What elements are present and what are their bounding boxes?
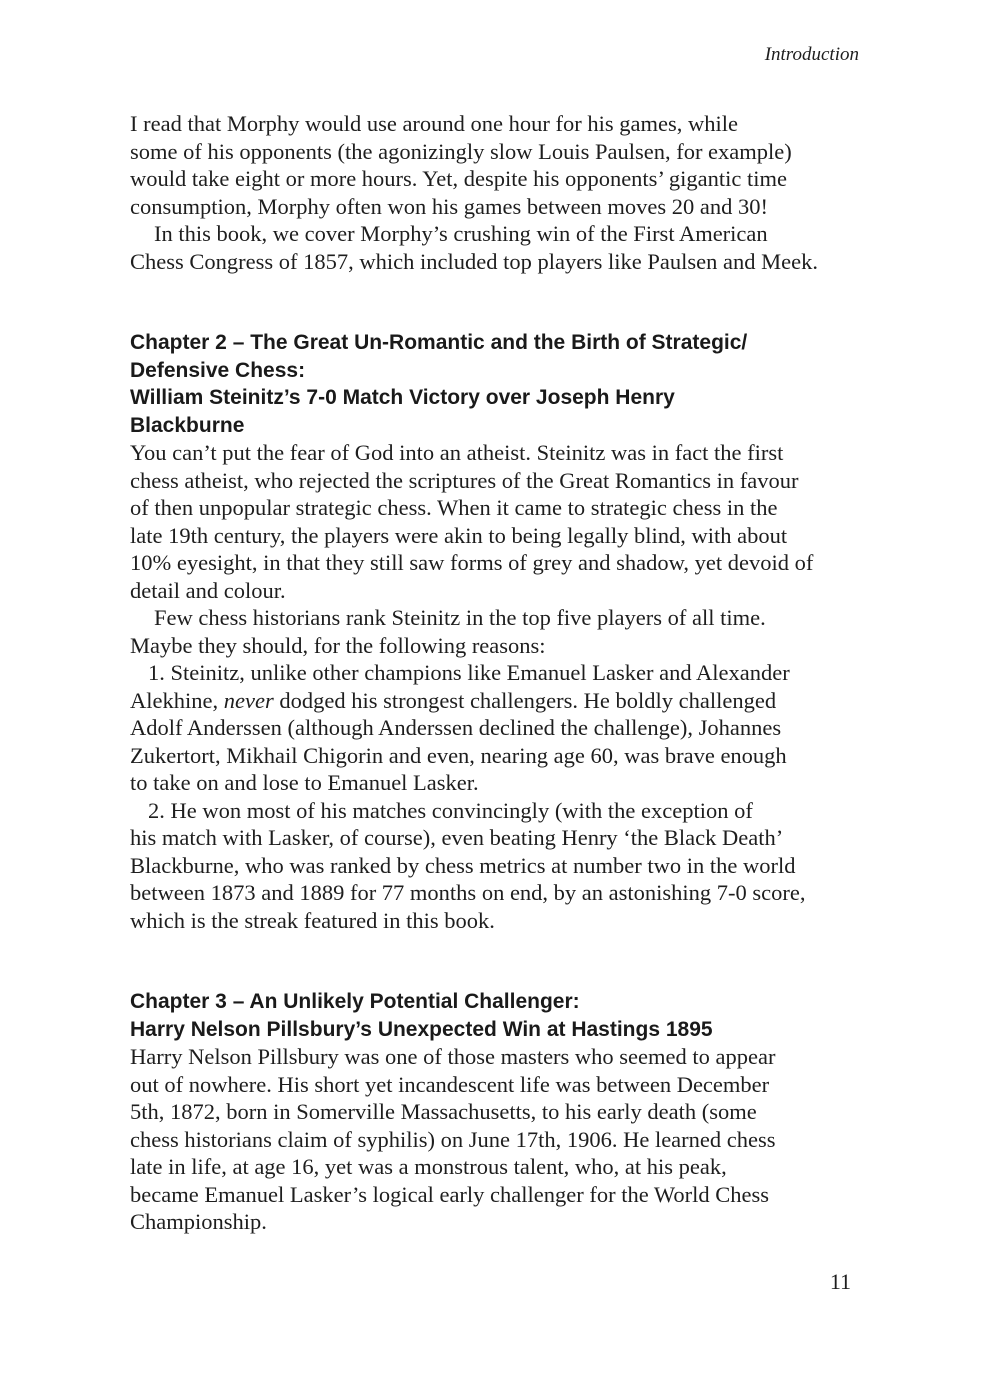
text-line: of then unpopular strategic chess. When it came to strategic chess in the xyxy=(130,495,778,520)
text-line: some of his opponents (the agonizingly slow Louis Paulsen, for example) xyxy=(130,138,792,164)
text-line: Few chess historians rank Steinitz in the top five players of all time. xyxy=(154,605,766,630)
chapter-2-section xyxy=(130,329,870,934)
chapter-3-section xyxy=(130,988,870,1236)
text-line: consumption, Morphy often won his games between moves 20 and 30! xyxy=(130,193,769,219)
heading-line: Blackburne xyxy=(130,413,245,437)
intro-paragraph-1 xyxy=(130,110,870,220)
text-line: would take eight or more hours. Yet, despite his opponents’ gigantic time xyxy=(130,166,787,191)
text-fragment: dodged his strongest challengers. He boldly challenged xyxy=(273,687,777,713)
text-line: to take on and lose to Emanuel Lasker. xyxy=(130,770,479,795)
chapter-3-heading xyxy=(130,988,870,1043)
text-line: You can’t put the fear of God into an atheist. Steinitz was in fact the first xyxy=(130,440,784,465)
intro-paragraph-2 xyxy=(130,220,870,275)
heading-line: Chapter 2 – The Great Un-Romantic and the Birth of Strategic/ xyxy=(130,331,748,354)
text-line: Blackburne, who was ranked by chess metrics at number two in the world xyxy=(130,852,796,878)
text-line: Zukertort, Mikhail Chigorin and even, nearing age 60, was brave enough xyxy=(130,742,787,768)
intro-section xyxy=(130,110,870,275)
text-line: chess historians claim of syphilis) on June 17th, 1906. He learned chess xyxy=(130,1126,776,1152)
text-line: detail and colour. xyxy=(130,577,286,603)
page-content xyxy=(130,110,870,1236)
heading-line: Defensive Chess: xyxy=(130,358,306,382)
text-line: I read that Morphy would use around one hour for his games, while xyxy=(130,111,738,136)
text-line: 10% eyesight, in that they still saw forms of grey and shadow, yet devoid of xyxy=(130,550,814,575)
heading-line: Chapter 3 – An Unlikely Potential Challenger: xyxy=(130,990,580,1013)
text-line: In this book, we cover Morphy’s crushing win of the First American xyxy=(154,221,768,246)
chapter-2-heading xyxy=(130,329,870,439)
text-line: Adolf Anderssen (although Anderssen declined the challenge), Johannes xyxy=(130,715,782,740)
chapter-2-paragraph-2 xyxy=(130,604,870,659)
text-line: late in life, at age 16, yet was a monstrous talent, who, at his peak, xyxy=(130,1154,727,1179)
text-line: his match with Lasker, of course), even beating Henry ‘the Black Death’ xyxy=(130,825,784,850)
text-line: 1. Steinitz, unlike other champions like Emanuel Lasker and Alexander xyxy=(148,660,790,685)
text-line xyxy=(130,687,870,715)
text-line: 2. He won most of his matches convincingly (with the exception of xyxy=(148,797,753,823)
text-line: Chess Congress of 1857, which included top players like Paulsen and Meek. xyxy=(130,248,819,274)
running-head: Introduction xyxy=(764,44,859,65)
text-line: Championship. xyxy=(130,1209,267,1234)
text-fragment: Alekhine, xyxy=(130,687,224,713)
text-line: between 1873 and 1889 for 77 months on end, by an astonishing 7-0 score, xyxy=(130,880,806,905)
text-line: Maybe they should, for the following reasons: xyxy=(130,632,546,658)
text-line: Harry Nelson Pillsbury was one of those masters who seemed to appear xyxy=(130,1044,776,1069)
text-line: which is the streak featured in this book. xyxy=(130,907,495,933)
emphasis-text: never xyxy=(223,687,274,713)
text-line: chess atheist, who rejected the scriptures of the Great Romantics in favour xyxy=(130,467,799,493)
chapter-2-list-item-2 xyxy=(130,797,870,935)
heading-line: William Steinitz’s 7-0 Match Victory over Joseph Henry xyxy=(130,386,675,409)
chapter-2-list-item-1 xyxy=(130,659,870,797)
text-line: 5th, 1872, born in Somerville Massachusetts, to his early death (some xyxy=(130,1099,757,1124)
text-line: late 19th century, the players were akin to being legally blind, with about xyxy=(130,522,788,548)
chapter-3-paragraph-1 xyxy=(130,1043,870,1236)
page-number: 11 xyxy=(829,1269,851,1294)
heading-line: Harry Nelson Pillsbury’s Unexpected Win at Hastings 1895 xyxy=(130,1017,713,1041)
text-line: out of nowhere. His short yet incandescent life was between December xyxy=(130,1071,770,1097)
chapter-2-paragraph-1 xyxy=(130,439,870,604)
text-line: became Emanuel Lasker’s logical early challenger for the World Chess xyxy=(130,1181,769,1207)
